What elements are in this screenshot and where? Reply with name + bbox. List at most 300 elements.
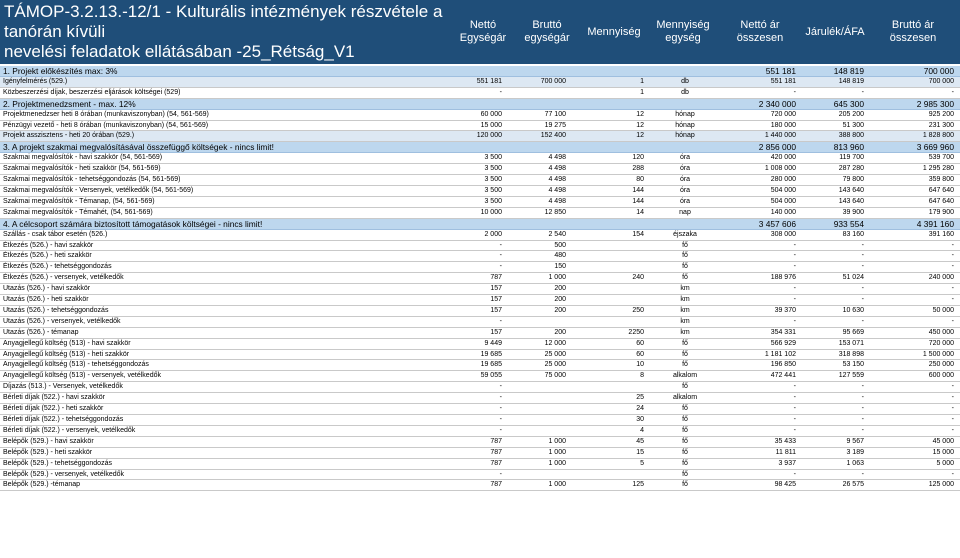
gross-total: -	[951, 470, 954, 478]
gross-total: 4 391 160	[916, 218, 954, 229]
vat: -	[861, 470, 864, 478]
vat: 95 669	[842, 328, 864, 336]
title-line-1: TÁMOP-3.2.13.-12/1 - Kulturális intézmények részvétele a tanórán kívüli	[4, 2, 443, 41]
column-header-net-unit-price: Nettó Egységár	[459, 19, 507, 44]
vat: -	[861, 383, 864, 391]
net-total: -	[793, 252, 796, 260]
gross-total: 15 000	[932, 448, 954, 456]
net-total: 1 008 000	[764, 165, 796, 173]
gross-total: 240 000	[928, 274, 954, 282]
net-total: 354 331	[770, 328, 796, 336]
column-header-quantity-unit: Mennyiség egység	[656, 19, 710, 44]
net-unit-price: 157	[490, 285, 502, 293]
quantity-unit: km	[680, 285, 690, 293]
gross-unit-price: 4 498	[548, 186, 566, 194]
net-total: 188 976	[770, 274, 796, 282]
gross-total: 50 000	[932, 306, 954, 314]
row-label: Belépők (529.) - versenyek, vetélkedők	[3, 470, 125, 478]
gross-unit-price: 4 498	[548, 176, 566, 184]
vat: 10 630	[842, 306, 864, 314]
quantity: 60	[636, 350, 644, 358]
table-row	[0, 480, 960, 491]
vat: -	[861, 394, 864, 402]
gross-total: -	[951, 426, 954, 434]
gross-total: -	[951, 88, 954, 96]
row-label: Projekt asszisztens - heti 20 órában (529.)	[3, 132, 135, 140]
row-label: Étkezés (526.) - heti szakkör	[3, 252, 92, 260]
net-total: 98 425	[774, 481, 796, 489]
quantity-unit: km	[680, 317, 690, 325]
quantity-unit: fő	[682, 263, 688, 271]
net-unit-price: 157	[490, 328, 502, 336]
row-label: Igényfelmérés (529.)	[3, 77, 68, 85]
net-total: -	[793, 88, 796, 96]
net-total: 140 000	[770, 208, 796, 216]
vat: -	[861, 405, 864, 413]
gross-total: -	[951, 285, 954, 293]
quantity: 144	[632, 186, 644, 194]
quantity: 288	[632, 165, 644, 173]
net-total: 504 000	[770, 197, 796, 205]
gross-unit-price: 1 000	[548, 481, 566, 489]
net-unit-price: 59 055	[480, 372, 502, 380]
gross-unit-price: 500	[554, 241, 566, 249]
vat: 83 160	[842, 230, 864, 238]
quantity: 1	[640, 88, 644, 96]
row-label: 2. Projektmenedzsment - max. 12%	[3, 98, 136, 109]
net-total: 280 000	[770, 176, 796, 184]
net-unit-price: 787	[490, 448, 502, 456]
net-total: -	[793, 405, 796, 413]
column-header-net-total: Nettó ár összesen	[736, 19, 784, 44]
gross-unit-price: 200	[554, 296, 566, 304]
vat: -	[861, 241, 864, 249]
row-label: Anyagjellegű költség (513) - havi szakkör	[3, 339, 131, 347]
table-row	[0, 306, 960, 317]
vat: -	[861, 416, 864, 423]
gross-total: 125 000	[928, 481, 954, 489]
net-unit-price: 787	[490, 481, 502, 489]
column-header-gross-unit-price: Bruttó egységár	[524, 19, 570, 44]
quantity: 60	[636, 339, 644, 347]
net-total: -	[793, 285, 796, 293]
gross-unit-price: 12 850	[544, 208, 566, 216]
vat: 388 800	[838, 132, 864, 140]
column-header-vat: Járulék/ÁFA	[805, 25, 865, 38]
table-row	[0, 273, 960, 284]
quantity-unit: fő	[682, 426, 688, 434]
quantity: 14	[636, 208, 644, 216]
net-unit-price: 3 500	[484, 197, 502, 205]
quantity-unit: óra	[679, 176, 691, 184]
net-total: -	[793, 426, 796, 434]
table-row	[0, 131, 960, 142]
budget-table-body	[0, 66, 960, 491]
net-unit-price: -	[499, 252, 502, 260]
gross-total: -	[951, 383, 954, 391]
gross-unit-price: 25 000	[544, 350, 566, 358]
quantity-unit: alkalom	[672, 372, 698, 380]
gross-unit-price: 152 400	[540, 132, 566, 140]
quantity-unit: nap	[679, 208, 691, 216]
table-row	[0, 448, 960, 459]
table-row	[0, 328, 960, 339]
row-label: Közbeszerzési díjak, beszerzési eljárások költségei (529)	[3, 88, 181, 96]
row-label: Szakmai megvalósítók - Témanap, (54, 561-569)	[3, 197, 155, 205]
quantity-unit: fő	[682, 470, 688, 478]
vat: 205 200	[838, 110, 864, 118]
row-label: Utazás (526.) - tehetséggondozás	[3, 306, 109, 314]
row-label: 4. A célcsoport számára biztosított támogatások költségei - nincs limit!	[3, 218, 263, 229]
row-label: Szakmai megvalósítók - Témahét, (54, 561-569)	[3, 208, 153, 216]
table-row	[0, 284, 960, 295]
table-row	[0, 77, 960, 88]
gross-total: 600 000	[928, 372, 954, 380]
gross-unit-price: 1 000	[548, 448, 566, 456]
row-label: 1. Projekt előkészítés max: 3%	[3, 66, 118, 76]
quantity: 30	[636, 416, 644, 423]
table-row	[0, 153, 960, 164]
vat: -	[861, 252, 864, 260]
table-row	[0, 230, 960, 241]
row-label: Szállás - csak tábor esetén (526.)	[3, 230, 108, 238]
vat: 127 559	[838, 372, 864, 380]
table-row	[0, 197, 960, 208]
net-unit-price: -	[499, 383, 502, 391]
gross-total: 450 000	[928, 328, 954, 336]
gross-total: -	[951, 241, 954, 249]
net-total: 3 457 606	[758, 218, 796, 229]
row-label: Anyagjellegű költség (513) - versenyek, vetélkedők	[3, 372, 161, 380]
quantity-unit: óra	[679, 165, 691, 173]
quantity: 80	[636, 176, 644, 184]
net-unit-price: -	[499, 426, 502, 434]
gross-unit-price: 700 000	[540, 77, 566, 85]
gross-unit-price: 4 498	[548, 197, 566, 205]
vat: 53 150	[842, 361, 864, 369]
net-unit-price: 3 500	[484, 176, 502, 184]
net-unit-price: -	[499, 470, 502, 478]
section-row	[0, 99, 960, 110]
net-unit-price: 157	[490, 306, 502, 314]
vat: -	[861, 263, 864, 271]
vat: 318 898	[838, 350, 864, 358]
gross-unit-price: 2 540	[548, 230, 566, 238]
net-total: 1 440 000	[764, 132, 796, 140]
gross-unit-price: 200	[554, 328, 566, 336]
net-unit-price: 787	[490, 274, 502, 282]
net-unit-price: 10 000	[480, 208, 502, 216]
row-label: Belépők (529.) - tehetséggondozás	[3, 459, 112, 467]
net-total: -	[793, 296, 796, 304]
gross-total: 647 640	[928, 186, 954, 194]
vat: 51 024	[842, 274, 864, 282]
quantity-unit: hónap	[675, 132, 695, 140]
table-row	[0, 121, 960, 132]
row-label: Bérleti díjak (522.) - tehetséggondozás	[3, 416, 124, 423]
row-label: Pénzügyi vezető - heti 8 órában (munkaviszonyban) (54, 561-569)	[3, 121, 209, 129]
quantity: 240	[632, 274, 644, 282]
gross-total: 539 700	[928, 154, 954, 162]
net-unit-price: 19 685	[480, 350, 502, 358]
quantity: 250	[632, 306, 644, 314]
table-row	[0, 382, 960, 393]
section-row	[0, 142, 960, 153]
net-total: -	[793, 416, 796, 423]
row-label: Bérleti díjak (522.) - havi szakkör	[3, 394, 105, 402]
row-label: Utazás (526.) - témanap	[3, 328, 79, 336]
gross-unit-price: 1 000	[548, 459, 566, 467]
row-label: Anyagjellegű költség (513) - heti szakkör	[3, 350, 130, 358]
table-row	[0, 186, 960, 197]
vat: 79 800	[842, 176, 864, 184]
gross-unit-price: 4 498	[548, 154, 566, 162]
quantity: 8	[640, 372, 644, 380]
column-header-quantity: Mennyiség	[587, 25, 641, 38]
gross-total: -	[951, 317, 954, 325]
title-line-2: nevelési feladatok ellátásában -25_Rétság_V1	[4, 42, 355, 61]
net-total: 1 181 102	[764, 350, 796, 358]
quantity: 12	[636, 121, 644, 129]
net-unit-price: 2 000	[484, 230, 502, 238]
vat: 9 567	[846, 437, 864, 445]
vat: 813 960	[833, 142, 864, 153]
vat: 39 900	[842, 208, 864, 216]
gross-unit-price: 1 000	[548, 437, 566, 445]
vat: 645 300	[833, 98, 864, 109]
table-row	[0, 404, 960, 415]
net-total: 720 000	[770, 110, 796, 118]
quantity-unit: alkalom	[672, 394, 698, 402]
net-total: 551 181	[770, 77, 796, 85]
gross-total: 720 000	[928, 339, 954, 347]
gross-unit-price: 4 498	[548, 165, 566, 173]
table-row	[0, 393, 960, 404]
gross-unit-price: 25 000	[544, 361, 566, 369]
vat: -	[861, 317, 864, 325]
gross-unit-price: 480	[554, 252, 566, 260]
net-unit-price: 551 181	[476, 77, 502, 85]
net-total: 196 850	[770, 361, 796, 369]
net-total: -	[793, 470, 796, 478]
quantity: 144	[632, 197, 644, 205]
quantity-unit: fő	[682, 448, 688, 456]
net-total: -	[793, 241, 796, 249]
gross-unit-price: 75 000	[544, 372, 566, 380]
quantity: 24	[636, 405, 644, 413]
row-label: Bérleti díjak (522.) - versenyek, vetélkedők	[3, 426, 136, 434]
table-row	[0, 241, 960, 252]
net-unit-price: -	[499, 88, 502, 96]
net-total: 180 000	[770, 121, 796, 129]
net-total: 420 000	[770, 154, 796, 162]
vat: -	[861, 88, 864, 96]
row-label: 3. A projekt szakmai megvalósításával összefüggő költségek - nincs limit!	[3, 142, 274, 153]
gross-total: -	[951, 405, 954, 413]
row-label: Anyagjellegű költség (513) - tehetséggondozás	[3, 361, 149, 369]
vat: 143 640	[838, 197, 864, 205]
quantity-unit: fő	[682, 437, 688, 445]
gross-unit-price: 12 000	[544, 339, 566, 347]
gross-total: 3 669 960	[916, 142, 954, 153]
net-unit-price: 3 500	[484, 186, 502, 194]
net-total: -	[793, 383, 796, 391]
quantity: 125	[632, 481, 644, 489]
quantity-unit: éjszaka	[673, 230, 697, 238]
section-row	[0, 219, 960, 230]
quantity-unit: fő	[682, 252, 688, 260]
gross-total: -	[951, 296, 954, 304]
vat: -	[861, 426, 864, 434]
row-label: Szakmai megvalósítók - Versenyek, vetélkedők (54, 561-569)	[3, 186, 194, 194]
net-unit-price: 9 449	[484, 339, 502, 347]
quantity: 45	[636, 437, 644, 445]
quantity-unit: db	[681, 88, 689, 96]
net-total: 11 811	[775, 448, 796, 456]
table-row	[0, 459, 960, 470]
gross-total: 700 000	[928, 77, 954, 85]
net-total: 2 340 000	[758, 98, 796, 109]
table-row	[0, 360, 960, 371]
vat: 148 819	[838, 77, 864, 85]
table-row	[0, 262, 960, 273]
net-total: 35 433	[774, 437, 796, 445]
table-row	[0, 350, 960, 361]
quantity-unit: óra	[679, 154, 691, 162]
quantity-unit: km	[680, 328, 690, 336]
net-unit-price: -	[499, 416, 502, 423]
net-unit-price: -	[499, 241, 502, 249]
vat: 119 700	[839, 154, 864, 162]
quantity: 154	[632, 230, 644, 238]
gross-total: 231 300	[928, 121, 954, 129]
net-unit-price: -	[499, 394, 502, 402]
table-header	[0, 0, 960, 64]
quantity: 12	[636, 110, 644, 118]
row-label: Étkezés (526.) - tehetséggondozás	[3, 263, 112, 271]
net-unit-price: 15 000	[480, 121, 502, 129]
gross-total: -	[951, 416, 954, 423]
table-row	[0, 339, 960, 350]
quantity-unit: fő	[682, 350, 688, 358]
gross-unit-price: 77 100	[544, 110, 566, 118]
quantity: 1	[640, 77, 644, 85]
net-unit-price: 157	[490, 296, 502, 304]
net-total: -	[793, 317, 796, 325]
net-unit-price: 787	[490, 437, 502, 445]
quantity: 15	[636, 448, 644, 456]
gross-total: 925 200	[928, 110, 954, 118]
quantity: 5	[640, 459, 644, 467]
net-unit-price: 3 500	[484, 154, 502, 162]
table-row	[0, 470, 960, 481]
net-total: 308 000	[770, 230, 796, 238]
net-total: 504 000	[770, 186, 796, 194]
quantity-unit: km	[680, 306, 690, 314]
net-unit-price: 19 685	[480, 361, 502, 369]
quantity-unit: fő	[682, 416, 688, 423]
vat: 148 819	[833, 66, 864, 76]
net-total: 566 929	[770, 339, 796, 347]
table-row	[0, 437, 960, 448]
row-label: Belépők (529.) -témanap	[3, 481, 81, 489]
table-row	[0, 164, 960, 175]
quantity-unit: óra	[679, 186, 691, 194]
vat: 153 071	[838, 339, 864, 347]
table-row	[0, 208, 960, 219]
quantity: 25	[636, 394, 644, 402]
vat: 26 575	[842, 481, 864, 489]
gross-total: 647 640	[928, 197, 954, 205]
row-label: Projektmenedzser heti 8 órában (munkaviszonyban) (54, 561-569)	[3, 110, 209, 118]
table-row	[0, 415, 960, 426]
gross-total: 1 828 800	[922, 132, 954, 140]
net-unit-price: 3 500	[484, 165, 502, 173]
gross-unit-price: 200	[554, 285, 566, 293]
gross-total: 1 295 280	[922, 165, 954, 173]
row-label: Bérleti díjak (522.) - heti szakkör	[3, 405, 104, 413]
gross-total: -	[951, 394, 954, 402]
row-label: Utazás (526.) - havi szakkör	[3, 285, 91, 293]
quantity-unit: fő	[682, 274, 688, 282]
quantity: 4	[640, 426, 644, 434]
quantity-unit: hónap	[675, 110, 695, 118]
row-label: Étkezés (526.) - havi szakkör	[3, 241, 94, 249]
table-row	[0, 251, 960, 262]
net-total: 551 181	[765, 66, 796, 76]
vat: 287 280	[838, 165, 864, 173]
quantity-unit: fő	[682, 459, 688, 467]
gross-unit-price: 19 275	[544, 121, 566, 129]
gross-total: 2 985 300	[916, 98, 954, 109]
vat: 1 063	[846, 459, 864, 467]
document-title	[0, 2, 445, 62]
gross-total: -	[951, 263, 954, 271]
net-total: 472 441	[770, 372, 796, 380]
net-unit-price: 60 000	[480, 110, 502, 118]
net-total: -	[793, 263, 796, 271]
table-row	[0, 371, 960, 382]
quantity-unit: fő	[682, 383, 688, 391]
vat: 3 189	[846, 448, 864, 456]
row-label: Szakmai megvalósítók - havi szakkör (54, 561-569)	[3, 154, 163, 162]
net-unit-price: -	[499, 405, 502, 413]
vat: -	[861, 285, 864, 293]
net-unit-price: -	[499, 263, 502, 271]
section-row	[0, 66, 960, 77]
quantity-unit: óra	[679, 197, 691, 205]
row-label: Belépők (529.) - havi szakkör	[3, 437, 94, 445]
quantity-unit: fő	[682, 361, 688, 369]
vat: 143 640	[838, 186, 864, 194]
table-row	[0, 426, 960, 437]
net-unit-price: 787	[490, 459, 502, 467]
table-row	[0, 175, 960, 186]
quantity-unit: fő	[682, 241, 688, 249]
vat: 51 300	[842, 121, 864, 129]
net-unit-price: -	[499, 317, 502, 325]
gross-total: 5 000	[936, 459, 954, 467]
quantity-unit: hónap	[675, 121, 695, 129]
net-total: 39 370	[774, 306, 796, 314]
row-label: Utazás (526.) - heti szakkör	[3, 296, 89, 304]
column-header-gross-total: Bruttó ár összesen	[889, 19, 937, 44]
table-row	[0, 110, 960, 121]
vat: -	[861, 296, 864, 304]
quantity: 10	[636, 361, 644, 369]
row-label: Belépők (529.) - heti szakkör	[3, 448, 93, 456]
row-label: Szakmai megvalósítók - heti szakkör (54, 561-569)	[3, 165, 161, 173]
